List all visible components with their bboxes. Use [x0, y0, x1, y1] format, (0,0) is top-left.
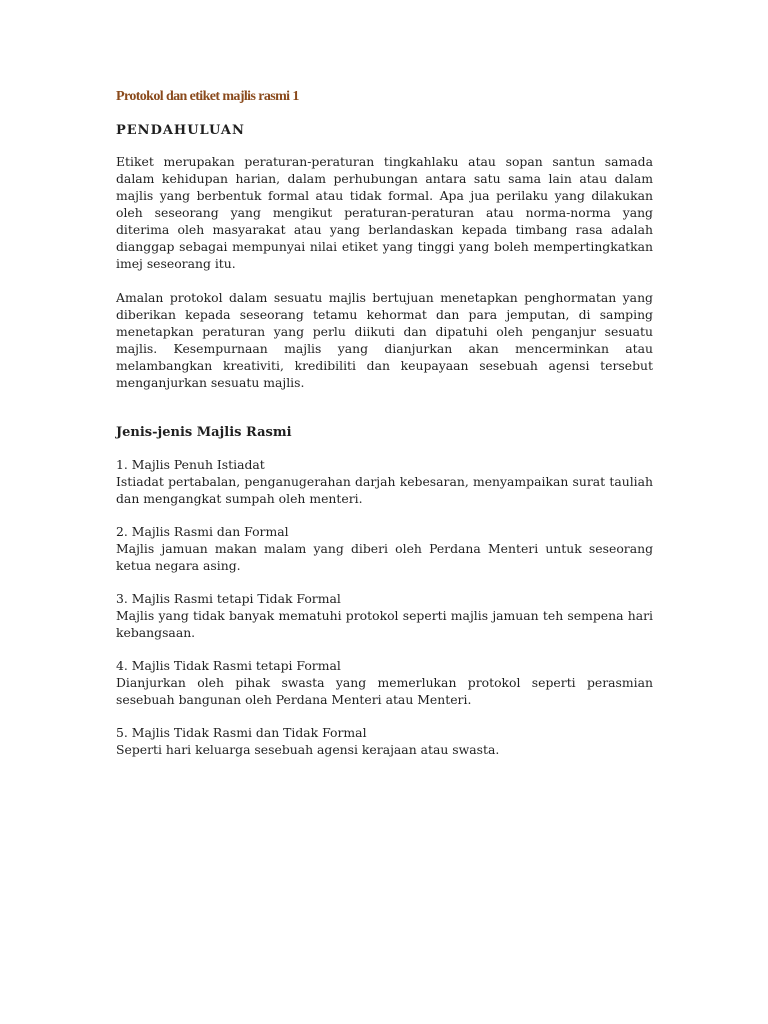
list-item [116, 523, 653, 574]
majlis-types-list [116, 456, 653, 758]
list-item-description: Seperti hari keluarga sesebuah agensi kerajaan atau swasta. [116, 742, 500, 757]
list-item-description: Majlis jamuan makan malam yang diberi oleh Perdana Menteri untuk seseorang ketua negara asing. [116, 541, 653, 573]
list-item [116, 456, 653, 507]
document-title: Protokol dan etiket majlis rasmi 1 [116, 89, 299, 104]
section-heading-pendahuluan: PENDAHULUAN [116, 123, 245, 138]
list-item [116, 724, 653, 758]
list-item-title: 5. Majlis Tidak Rasmi dan Tidak Formal [116, 725, 367, 740]
subheading-jenis-majlis: Jenis-jenis Majlis Rasmi [116, 425, 292, 440]
document-page [116, 88, 653, 774]
list-item-title: 4. Majlis Tidak Rasmi tetapi Formal [116, 658, 341, 673]
list-item-title: 3. Majlis Rasmi tetapi Tidak Formal [116, 591, 341, 606]
list-item-description: Istiadat pertabalan, penganugerahan darjah kebesaran, menyampaikan surat tauliah dan mengangkat sumpah oleh menteri. [116, 474, 653, 506]
intro-paragraph-etiket: Etiket merupakan peraturan-peraturan tingkahlaku atau sopan santun samada dalam kehidupan harian, dalam perhubungan antara satu sama lain atau dalam majlis yang berbentuk formal atau tidak formal. Apa jua perilaku yang dilakukan oleh seseorang yang mengikut peraturan-peraturan atau norma-norma yang diterima oleh masyarakat atau yang berlandaskan kepada timbang rasa adalah dianggap sebagai mempunyai nilai etiket yang tinggi yang boleh mempertingkatkan imej seseorang itu. [116, 154, 653, 271]
intro-paragraph-protokol: Amalan protokol dalam sesuatu majlis bertujuan menetapkan penghormatan yang diberikan kepada seseorang tetamu kehormat dan para jemputan, di samping menetapkan peraturan yang perlu diikuti dan dipatuhi oleh penganjur sesuatu majlis. Kesempurnaan majlis yang dianjurkan akan mencerminkan atau melambangkan kreativiti, kredibiliti dan keupayaan sesebuah agensi tersebut menganjurkan sesuatu majlis. [116, 290, 653, 390]
list-item-description: Majlis yang tidak banyak mematuhi protokol seperti majlis jamuan teh sempena hari kebangsaan. [116, 608, 653, 640]
list-item [116, 590, 653, 641]
list-item-description: Dianjurkan oleh pihak swasta yang memerlukan protokol seperti perasmian sesebuah bangunan oleh Perdana Menteri atau Menteri. [116, 675, 653, 707]
list-item-title: 2. Majlis Rasmi dan Formal [116, 524, 289, 539]
list-item [116, 657, 653, 708]
list-item-title: 1. Majlis Penuh Istiadat [116, 457, 265, 472]
